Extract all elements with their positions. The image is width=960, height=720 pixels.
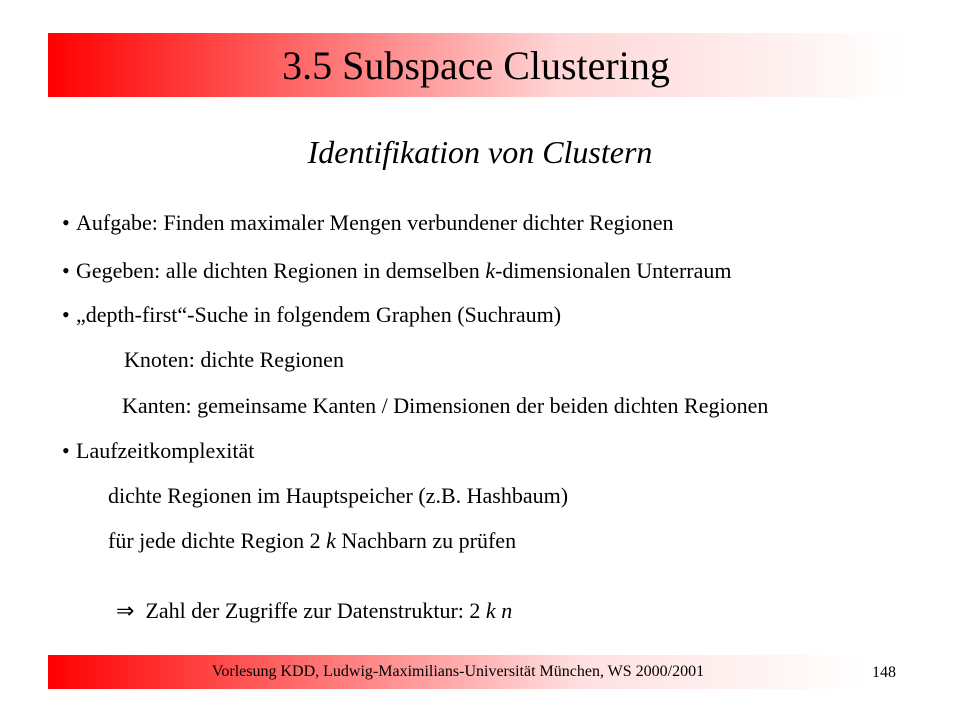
title-bar <box>48 33 904 97</box>
bullet-text: Laufzeitkomplexität <box>76 438 255 463</box>
slide-subtitle: Identifikation von Clustern <box>307 134 653 170</box>
bullet-dot: • <box>62 302 70 327</box>
variable-n: n <box>501 598 513 623</box>
footer-text: Vorlesung KDD, Ludwig-Maximilians-Universität München, WS 2000/2001 <box>211 663 705 680</box>
sub-item-text: für jede dichte Region 2 <box>108 528 327 553</box>
variable-k: k <box>485 598 496 623</box>
bullet-text: Aufgabe: Finden maximaler Mengen verbundener dichter Regionen <box>76 210 674 235</box>
sub-item-knoten: Knoten: dichte Regionen <box>124 347 344 372</box>
bullet-item-depth-first <box>62 302 561 328</box>
footer-bar <box>48 655 868 689</box>
implies-icon: ⇒ <box>116 598 135 623</box>
sub-item-hauptspeicher: dichte Regionen im Hauptspeicher (z.B. Hashbaum) <box>108 483 569 508</box>
bullet-text: -dimensionalen Unterraum <box>495 258 732 283</box>
sub-item-nachbarn <box>108 528 516 554</box>
result-line <box>116 598 512 624</box>
sub-item-kanten: Kanten: gemeinsame Kanten / Dimensionen der beiden dichten Regionen <box>122 393 769 418</box>
bullet-item-aufgabe <box>62 210 673 236</box>
variable-k: k <box>485 258 496 283</box>
slide-title: 3.5 Subspace Clustering <box>282 43 670 88</box>
bullet-text: „depth-first“-Suche in folgendem Graphen (Suchraum) <box>76 302 562 327</box>
bullet-dot: • <box>62 258 70 283</box>
bullet-item-laufzeit <box>62 438 254 464</box>
page-number: 148 <box>872 664 896 681</box>
bullet-dot: • <box>62 438 70 463</box>
bullet-dot: • <box>62 210 70 235</box>
variable-k: k <box>326 528 336 553</box>
bullet-text: Gegeben: alle dichten Regionen in demselben <box>76 258 486 283</box>
sub-item-text: Nachbarn zu prüfen <box>335 528 517 553</box>
bullet-item-gegeben <box>62 258 732 284</box>
result-text: Zahl der Zugriffe zur Datenstruktur: 2 <box>145 598 486 623</box>
